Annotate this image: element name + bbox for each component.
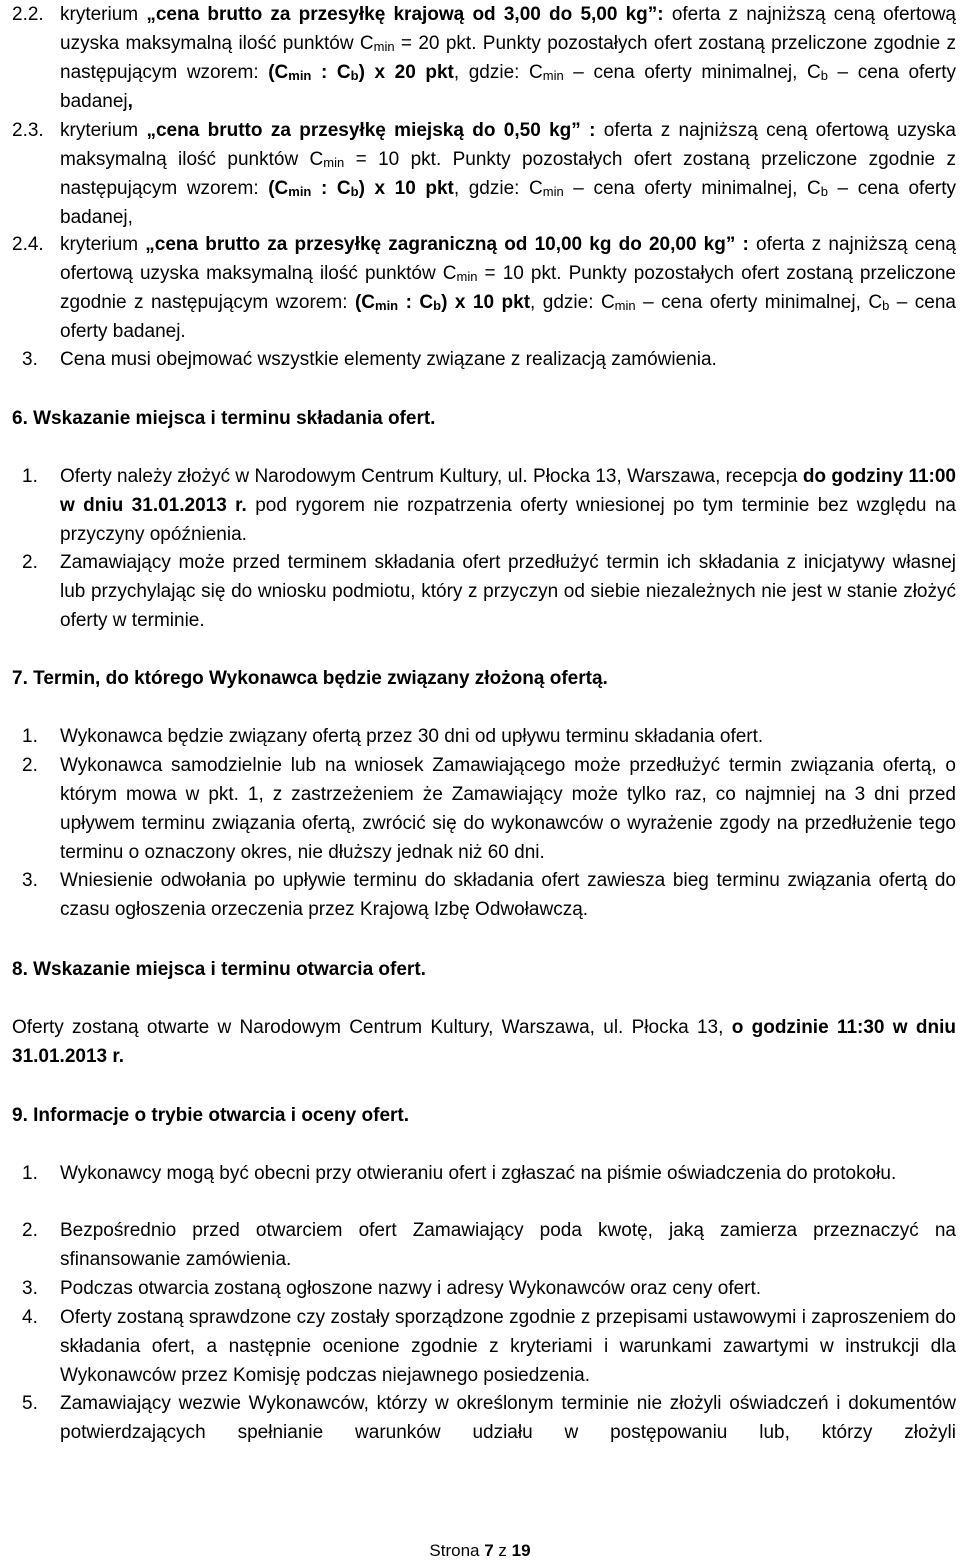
section-6-item-1: Oferty należy złożyć w Narodowym Centrum Kultury, ul. Płocka 13, Warszawa, recepcja do godziny 11:00 w dniu 31.01.2013 r. pod rygorem nie rozpatrzenia oferty wniesionej po tym terminie bez względu na przyczyny opóźnienia. (60, 466, 956, 545)
criterion-2-4: kryterium „cena brutto za przesyłkę zagraniczną od 10,00 kg do 20,00 kg” : oferta z najniższą ceną ofertową uzyska maksymalną ilość punktów $C_{min} = 10$ pkt. Punkty pozostałych ofert zostaną przeliczone zgodnie z następującym wzorem: ($C_{min}$ : $C_b$) x 10 pkt, gdzie: $C_{min}$ – cena oferty minimalnej, $C_b$ – cena oferty badanej. (60, 234, 957, 342)
item-number: 1. (22, 466, 38, 487)
item-number: 3. (22, 349, 38, 370)
page-footer: Strona 7 z 19 (429, 1541, 531, 1560)
item-number: 1. (22, 1163, 38, 1184)
section-9-item-2: Bezpośrednio przed otwarciem ofert Zamawiający poda kwotę, jaką zamierza przeznaczyć na sfinansowanie zamówienia. (60, 1220, 956, 1270)
section-8-text: Oferty zostaną otwarte w Narodowym Centrum Kultury, Warszawa, ul. Płocka 13, o godzinie 11:30 w dniu 31.01.2013 r. (12, 1017, 956, 1067)
item-number: 2.3. (12, 120, 44, 141)
section-9-heading: 9. Informacje o trybie otwarcia i oceny ofert. (12, 1105, 410, 1126)
section-7-item-1: Wykonawca będzie związany ofertą przez 30 dni od upływu terminu składania ofert. (60, 726, 764, 747)
item-number: 3. (22, 1278, 38, 1299)
item-number: 4. (22, 1307, 38, 1328)
item-number: 3. (22, 870, 38, 891)
section-9-item-1: Wykonawcy mogą być obecni przy otwieraniu ofert i zgłaszać na piśmie oświadczenia do protokołu. (60, 1163, 897, 1184)
section-7-item-3: Wniesienie odwołania po upływie terminu do składania ofert zawiesza bieg terminu związania ofertą do czasu ogłoszenia orzeczenia przez Krajową Izbę Odwoławczą. (60, 870, 956, 920)
item-number: 1. (22, 726, 38, 747)
section-9-item-3: Podczas otwarcia zostaną ogłoszone nazwy i adresy Wykonawców oraz ceny ofert. (60, 1278, 762, 1299)
section-9-item-5: Zamawiający wezwie Wykonawców, którzy w określonym terminie nie złożyli oświadczeń i dokumentów potwierdzających spełnianie warunków udziału w postępowaniu lub, którzy złożyli (60, 1393, 956, 1443)
section-6-heading: 6. Wskazanie miejsca i terminu składania ofert. (12, 408, 436, 429)
item-number: 2. (22, 755, 38, 776)
item-number: 2. (22, 1220, 38, 1241)
item-number: 2.2. (12, 4, 44, 25)
criterion-2-2: kryterium „cena brutto za przesyłkę krajową od 3,00 do 5,00 kg”: oferta z najniższą ceną ofertową uzyska maksymalną ilość punktów $C_{min} = 20$ pkt. Punkty pozostałych ofert zostaną przeliczone zgodnie z następującym wzorem: ($C_{min}$ : $C_b$) x 20 pkt, gdzie: $C_{min}$ – cena oferty minimalnej, $C_b$ – cena oferty badanej, (60, 4, 957, 112)
section-8-heading: 8. Wskazanie miejsca i terminu otwarcia ofert. (12, 959, 426, 980)
section-6-item-2: Zamawiający może przed terminem składania ofert przedłużyć termin ich składania z inicjatywy własnej lub przychylając się do wniosku podmiotu, który z przyczyn od siebie niezależnych nie jest w stanie złożyć oferty w terminie. (60, 552, 956, 631)
item-number: 2.4. (12, 234, 44, 255)
criterion-2-3: kryterium „cena brutto za przesyłkę miejską do 0,50 kg” : oferta z najniższą ceną ofertową uzyska maksymalną ilość punktów $C_{min} = 10$ pkt. Punkty pozostałych ofert zostaną przeliczone zgodnie z następującym wzorem: ($C_{min}$ : $C_b$) x 10 pkt, gdzie: $C_{min}$ – cena oferty minimalnej, $C_b$ – cena oferty badanej, (60, 120, 957, 228)
section-7-item-2: Wykonawca samodzielnie lub na wniosek Zamawiającego może przedłużyć termin związania ofertą, o którym mowa w pkt. 1, z zastrzeżeniem że Zamawiający może tylko raz, co najmniej na 3 dni przed upływem terminu związania ofertą, zwrócić się do wykonawców o wyrażenie zgody na przedłużenie tego terminu o oznaczony okres, nie dłuższy jednak niż 60 dni. (60, 755, 956, 863)
price-note: Cena musi obejmować wszystkie elementy związane z realizacją zamówienia. (60, 349, 717, 370)
section-7-heading: 7. Termin, do którego Wykonawca będzie związany złożoną ofertą. (12, 668, 608, 689)
item-number: 2. (22, 552, 38, 573)
section-9-item-4: Oferty zostaną sprawdzone czy zostały sporządzone zgodnie z przepisami ustawowymi i zaproszeniem do składania ofert, a następnie ocenione zgodnie z kryteriami i warunkami zawartymi w instrukcji dla Wykonawców przez Komisję podczas niejawnego posiedzenia. (60, 1307, 956, 1386)
item-number: 5. (22, 1393, 38, 1414)
